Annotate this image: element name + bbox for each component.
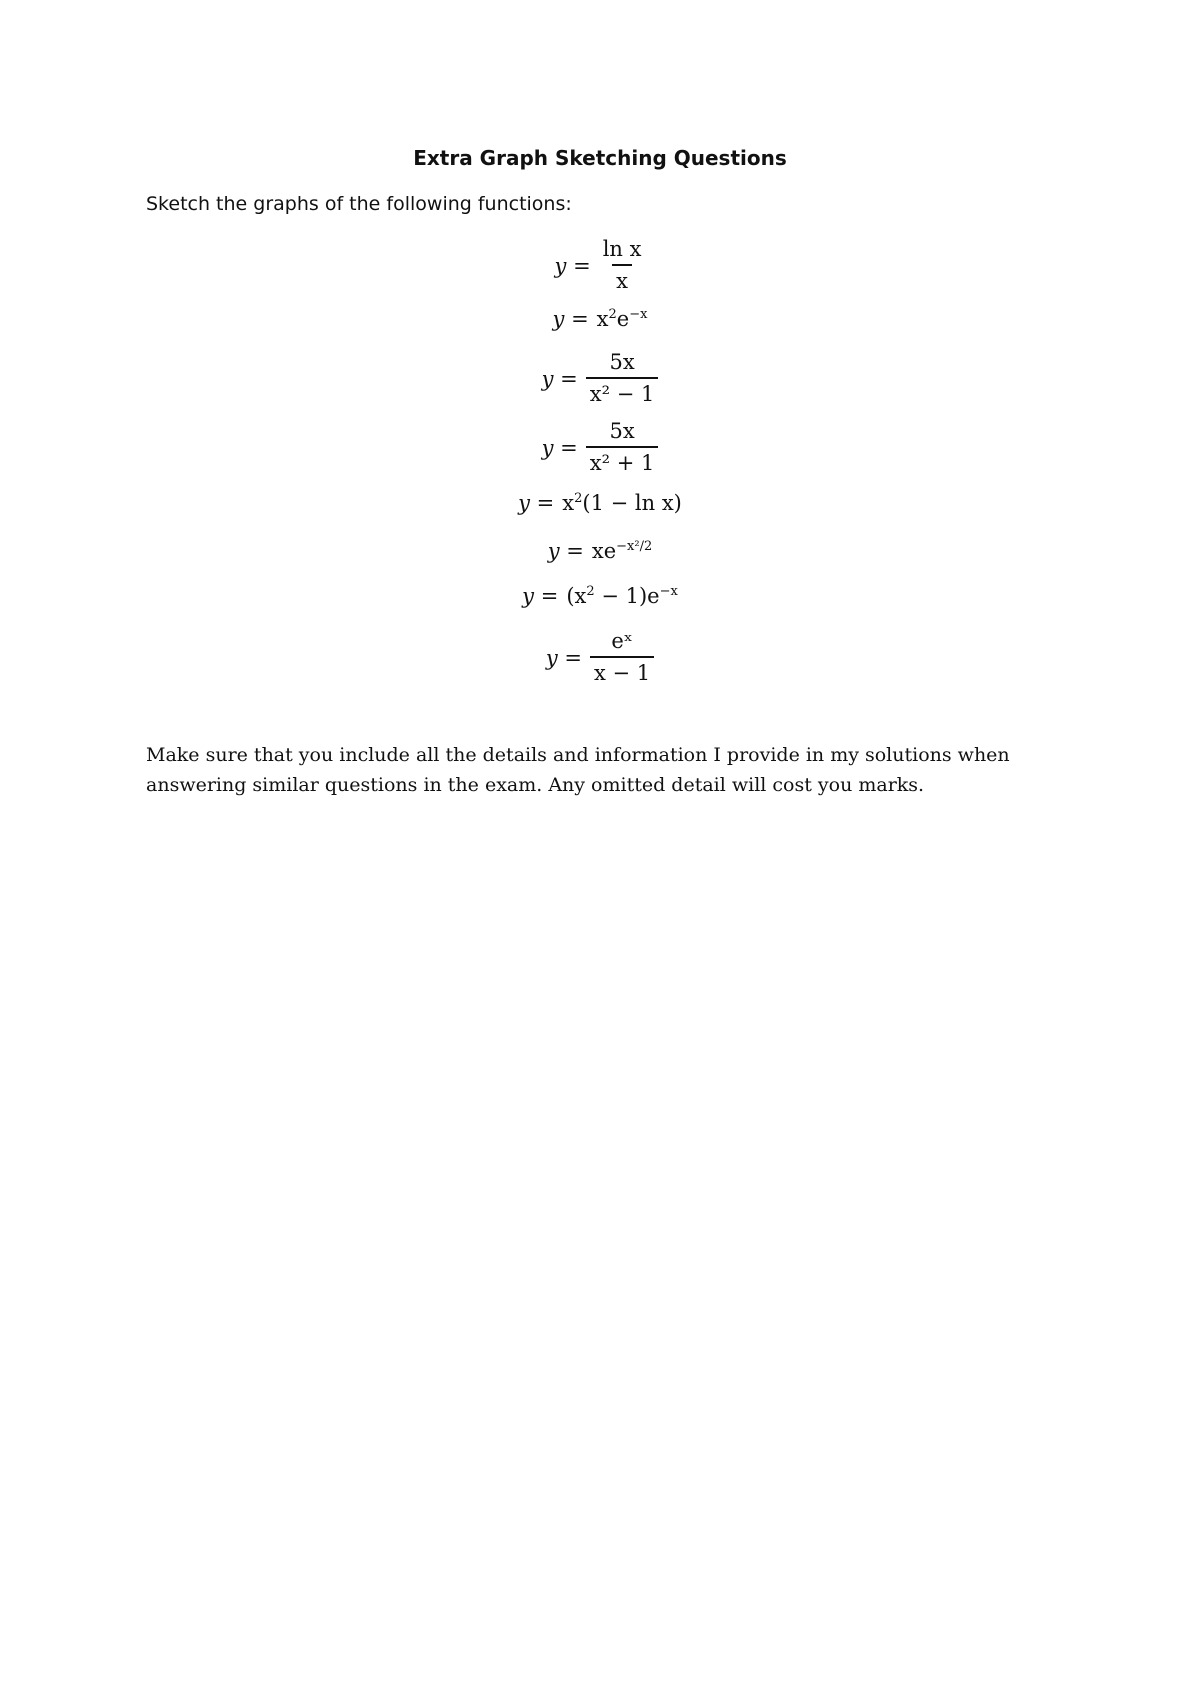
equation-lhs: y = — [545, 645, 582, 670]
denominator: x − 1 — [590, 656, 654, 686]
fraction — [586, 419, 659, 476]
equation-rhs — [597, 307, 648, 331]
term: x — [562, 491, 575, 515]
equation-lhs: y = — [518, 491, 555, 515]
equation-4 — [0, 419, 1200, 476]
exponent: 2 — [608, 307, 617, 322]
term: x — [596, 307, 609, 331]
equation-rhs — [592, 539, 652, 563]
equation-5 — [0, 491, 1200, 515]
equation-rhs — [566, 584, 678, 608]
equation-lhs: y = — [552, 307, 589, 331]
document-title: Extra Graph Sketching Questions — [413, 146, 787, 170]
exponent: −x²/2 — [616, 539, 653, 554]
fraction — [586, 350, 659, 407]
denominator: x² + 1 — [586, 446, 659, 476]
term: − 1)e — [594, 584, 660, 608]
equation-8 — [0, 629, 1200, 686]
footer-line-2: answering similar questions in the exam. Any omitted detail will cost you marks. — [146, 774, 925, 796]
exponent: 2 — [574, 491, 583, 506]
denominator: x² − 1 — [586, 377, 659, 407]
term: e — [616, 307, 630, 331]
numerator: 5x — [609, 419, 635, 443]
equation-lhs: y = — [541, 366, 578, 391]
fraction — [599, 237, 646, 294]
equation-6 — [0, 539, 1200, 563]
term: (1 − ln x) — [582, 491, 682, 515]
exponent: −x — [659, 584, 678, 599]
instructions-text: Sketch the graphs of the following functions: — [146, 193, 572, 215]
denominator: x — [612, 264, 632, 294]
equation-lhs: y = — [522, 584, 559, 608]
equation-3 — [0, 350, 1200, 407]
numerator: eˣ — [611, 629, 633, 653]
footer-note — [146, 740, 1046, 800]
fraction — [590, 629, 654, 686]
equation-lhs: y = — [554, 253, 591, 278]
numerator: 5x — [609, 350, 635, 374]
equation-rhs — [562, 491, 682, 515]
equation-1 — [0, 237, 1200, 294]
equation-lhs: y = — [541, 435, 578, 460]
footer-line-1: Make sure that you include all the details and information I provide in my solutions when — [146, 744, 1010, 766]
equation-2 — [0, 307, 1200, 331]
equation-7 — [0, 584, 1200, 608]
exponent: −x — [629, 307, 648, 322]
numerator: ln x — [602, 237, 642, 261]
term: (x — [566, 584, 587, 608]
term: xe — [591, 539, 617, 563]
equation-lhs: y = — [547, 539, 584, 563]
exponent: 2 — [586, 584, 595, 599]
